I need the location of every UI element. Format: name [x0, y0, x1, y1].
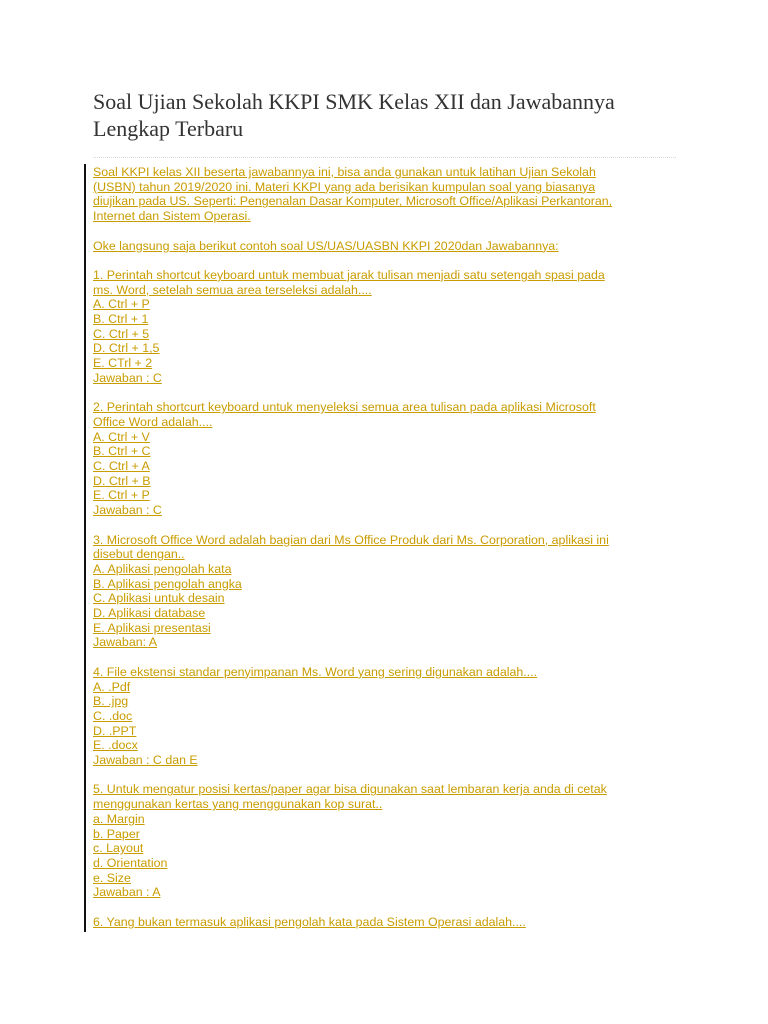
paragraph-gap: [93, 518, 683, 533]
body-line[interactable]: [93, 400, 683, 415]
body-line-text[interactable]: e. Size: [93, 870, 131, 885]
left-border-line: [84, 164, 86, 932]
body-line-text[interactable]: B. Aplikasi pengolah angka: [93, 576, 242, 591]
body-line-text[interactable]: 2. Perintah shortcurt keyboard untuk menyeleksi semua area tulisan pada aplikasi Microsoft: [93, 400, 596, 415]
body-line-text[interactable]: E. .docx: [93, 738, 138, 753]
body-line-text[interactable]: (USBN) tahun 2019/2020 ini. Materi KKPI yang ada berisikan kumpulan soal yang biasanya: [93, 179, 596, 194]
paragraph-gap: [93, 386, 683, 401]
paragraph-gap: [93, 224, 683, 239]
body-line-text[interactable]: Jawaban : C: [93, 503, 162, 518]
body-line[interactable]: [93, 812, 683, 827]
body-line-text[interactable]: A. .Pdf: [93, 679, 131, 694]
body-line-text[interactable]: C. .doc: [93, 708, 133, 723]
body-line-text[interactable]: C. Ctrl + 5: [93, 326, 150, 341]
body-line-text[interactable]: D. Ctrl + 1,5: [93, 341, 160, 356]
body-line[interactable]: [93, 371, 683, 386]
body-line[interactable]: [93, 474, 683, 489]
body-line-text[interactable]: 4. File ekstensi standar penyimpanan Ms. Word yang sering digunakan adalah....: [93, 664, 538, 679]
body-line[interactable]: [93, 827, 683, 842]
body-line[interactable]: [93, 562, 683, 577]
body-line-text[interactable]: E. Aplikasi presentasi: [93, 620, 211, 635]
body-line[interactable]: [93, 621, 683, 636]
body-line[interactable]: [93, 503, 683, 518]
body-line-text[interactable]: diujikan pada US. Seperti: Pengenalan Dasar Komputer, Microsoft Office/Aplikasi Perkantoran,: [93, 194, 613, 209]
body-line-text[interactable]: Jawaban : C: [93, 370, 162, 385]
body-line[interactable]: [93, 415, 683, 430]
body-line[interactable]: [93, 341, 683, 356]
body-line-text[interactable]: d. Orientation: [93, 855, 168, 870]
body-line-text[interactable]: c. Layout: [93, 841, 144, 856]
paragraph-gap: [93, 650, 683, 665]
paragraph-gap: [93, 768, 683, 783]
body-line[interactable]: [93, 312, 683, 327]
body-line[interactable]: [93, 268, 683, 283]
body-line[interactable]: [93, 606, 683, 621]
article-title: [93, 88, 693, 142]
paragraph-gap: [93, 900, 683, 915]
title-divider: [93, 157, 676, 158]
body-line-text[interactable]: Jawaban : A: [93, 885, 161, 900]
body-line-text[interactable]: 6. Yang bukan termasuk aplikasi pengolah kata pada Sistem Operasi adalah....: [93, 914, 526, 929]
body-line-text[interactable]: B. .jpg: [93, 694, 129, 709]
body-line[interactable]: [93, 591, 683, 606]
body-line[interactable]: [93, 738, 683, 753]
title-line-2: Lengkap Terbaru: [93, 116, 244, 141]
body-line[interactable]: [93, 635, 683, 650]
body-line[interactable]: [93, 283, 683, 298]
body-line[interactable]: [93, 709, 683, 724]
body-line[interactable]: [93, 547, 683, 562]
body-line[interactable]: [93, 533, 683, 548]
body-line-text[interactable]: b. Paper: [93, 826, 140, 841]
body-line[interactable]: [93, 577, 683, 592]
body-line-text[interactable]: 1. Perintah shortcut keyboard untuk membuat jarak tulisan menjadi satu setengah spasi pada: [93, 267, 605, 282]
body-line[interactable]: [93, 665, 683, 680]
body-line-text[interactable]: menggunakan kertas yang menggunakan kop surat..: [93, 797, 383, 812]
body-line[interactable]: [93, 444, 683, 459]
body-line[interactable]: [93, 356, 683, 371]
body-line[interactable]: [93, 327, 683, 342]
paragraph-gap: [93, 253, 683, 268]
body-line[interactable]: [93, 753, 683, 768]
body-line-text[interactable]: Internet dan Sistem Operasi.: [93, 209, 251, 224]
body-line-text[interactable]: C. Ctrl + A: [93, 459, 150, 474]
body-line-text[interactable]: Oke langsung saja berikut contoh soal US/UAS/UASBN KKPI 2020dan Jawabannya:: [93, 238, 559, 253]
body-line[interactable]: [93, 841, 683, 856]
body-line[interactable]: [93, 782, 683, 797]
body-line[interactable]: [93, 885, 683, 900]
body-line[interactable]: [93, 915, 683, 930]
body-line-text[interactable]: B. Ctrl + 1: [93, 312, 149, 326]
body-line[interactable]: [93, 680, 683, 695]
body-line-text[interactable]: Office Word adalah....: [93, 414, 213, 429]
body-line-text[interactable]: A. Ctrl + V: [93, 429, 150, 444]
body-line-text[interactable]: B. Ctrl + C: [93, 444, 151, 459]
body-line[interactable]: [93, 194, 683, 209]
body-line-text[interactable]: 3. Microsoft Office Word adalah bagian dari Ms Office Produk dari Ms. Corporation, aplikasi ini: [93, 532, 609, 547]
body-line[interactable]: [93, 694, 683, 709]
body-line[interactable]: [93, 209, 683, 224]
body-line-text[interactable]: ms. Word, setelah semua area terseleksi adalah....: [93, 282, 372, 297]
body-line[interactable]: [93, 724, 683, 739]
body-line[interactable]: [93, 239, 683, 254]
body-line-text[interactable]: Jawaban : C dan E: [93, 753, 198, 768]
body-line[interactable]: [93, 180, 683, 195]
body-line[interactable]: [93, 856, 683, 871]
body-line[interactable]: [93, 459, 683, 474]
body-line[interactable]: [93, 488, 683, 503]
body-line-text[interactable]: 5. Untuk mengatur posisi kertas/paper agar bisa digunakan saat lembaran kerja anda di cetak: [93, 782, 607, 797]
body-line[interactable]: [93, 297, 683, 312]
body-line-text[interactable]: E. Ctrl + P: [93, 488, 150, 503]
body-line[interactable]: [93, 797, 683, 812]
body-line-text[interactable]: a. Margin: [93, 811, 145, 826]
body-line-text[interactable]: A. Aplikasi pengolah kata: [93, 561, 232, 576]
body-line-text[interactable]: C. Aplikasi untuk desain: [93, 591, 225, 606]
body-line-text[interactable]: disebut dengan..: [93, 547, 185, 562]
body-line-text[interactable]: D. Ctrl + B: [93, 473, 151, 488]
body-line-text[interactable]: A. Ctrl + P: [93, 297, 150, 312]
body-line-text[interactable]: D. Aplikasi database: [93, 606, 206, 621]
body-line-text[interactable]: E. CTrl + 2: [93, 356, 153, 371]
body-line[interactable]: [93, 430, 683, 445]
title-line-1: Soal Ujian Sekolah KKPI SMK Kelas XII dan Jawabannya: [93, 89, 615, 114]
body-line-text[interactable]: D. .PPT: [93, 723, 137, 738]
body-line[interactable]: [93, 871, 683, 886]
body-line[interactable]: [93, 165, 683, 180]
body-line-text[interactable]: Jawaban: A: [93, 635, 158, 650]
article-body[interactable]: [93, 165, 683, 929]
body-line-text[interactable]: Soal KKPI kelas XII beserta jawabannya ini, bisa anda gunakan untuk latihan Ujian Sekolah: [93, 165, 596, 179]
